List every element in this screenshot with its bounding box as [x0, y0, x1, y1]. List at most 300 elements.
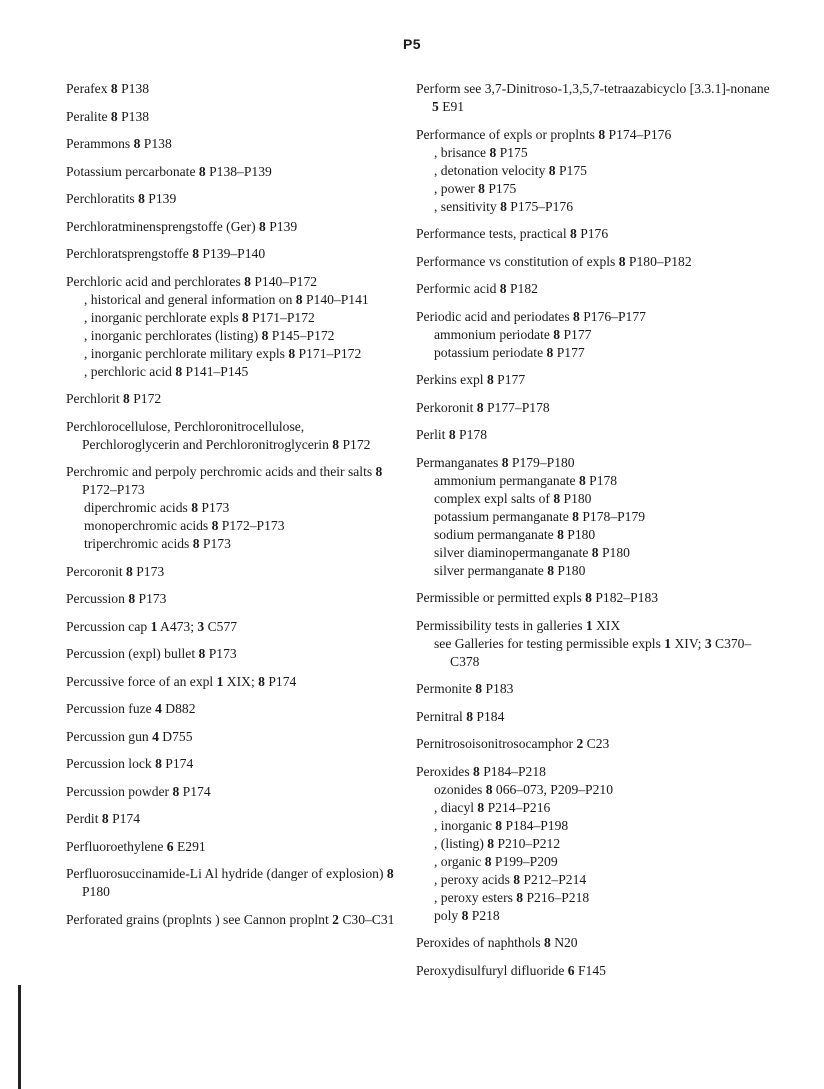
index-subentry [66, 535, 396, 553]
volume-number: 8 [578, 472, 586, 488]
index-heading [416, 80, 776, 116]
index-heading [66, 645, 396, 663]
volume-number: 8 [473, 763, 480, 779]
volume-number: 8 [192, 536, 200, 551]
index-heading [66, 108, 396, 126]
index-heading [66, 838, 396, 856]
entry-text: P138 [140, 136, 172, 151]
index-entry [66, 135, 396, 153]
index-heading [66, 218, 396, 236]
entry-text: C370–C378 [450, 635, 752, 669]
volume-number: 8 [547, 562, 555, 578]
index-subentry [416, 180, 776, 198]
volume-number: 8 [448, 427, 456, 442]
index-entry [66, 645, 396, 663]
index-heading [416, 680, 776, 698]
entry-text: A473; [157, 618, 198, 634]
entry-text: Percoronit [66, 563, 127, 579]
entry-text: Performance tests, practical [416, 226, 570, 241]
entry-text: XIV; [671, 635, 705, 651]
volume-number: 8 [211, 518, 219, 533]
entry-text: P176 [576, 226, 609, 241]
entry-text: Peroxides [416, 763, 474, 779]
entry-text: , inorganic perchlorate military expls [84, 345, 289, 361]
entry-text: Perfluoroethylene [66, 838, 167, 854]
index-heading [66, 135, 396, 153]
index-heading [416, 399, 776, 417]
entry-text: P179–P180 [508, 454, 575, 470]
entry-text: P182 [506, 281, 538, 296]
index-entry [66, 163, 396, 181]
entry-text: P173 [132, 563, 165, 579]
volume-number: 8 [475, 681, 483, 696]
entry-text: P214–P216 [484, 799, 551, 815]
entry-text: Performic acid [416, 281, 500, 296]
index-heading [416, 708, 776, 726]
index-heading [416, 253, 776, 271]
index-column-right [416, 80, 776, 989]
volume-number: 8 [175, 363, 183, 379]
index-subentry [416, 907, 776, 925]
entry-text: Percussion fuze [66, 701, 156, 716]
volume-number: 8 [486, 372, 494, 387]
entry-text: Perafex [66, 81, 111, 96]
index-subentry [416, 544, 776, 562]
volume-number: 8 [513, 871, 521, 887]
entry-text: triperchromic acids [84, 536, 193, 551]
volume-number: 3 [197, 618, 205, 634]
index-heading [416, 225, 776, 243]
volume-number: 8 [375, 464, 383, 479]
index-entry [66, 80, 396, 98]
index-entry [66, 810, 396, 828]
index-subentry [416, 635, 776, 671]
volume-number: 8 [259, 218, 266, 234]
entry-text: P140–P172 [250, 273, 318, 289]
entry-text: P171–P172 [295, 345, 362, 361]
entry-text: F145 [574, 962, 606, 978]
index-subentry [416, 326, 776, 344]
volume-number: 8 [258, 673, 265, 689]
index-subentry [66, 309, 396, 327]
volume-number: 6 [166, 838, 174, 854]
volume-number: 8 [485, 781, 493, 797]
index-subentry [66, 291, 396, 309]
entry-text: Pernitral [416, 708, 467, 724]
entry-text: P177 [493, 372, 526, 387]
index-heading [416, 126, 776, 144]
index-heading [416, 589, 776, 607]
index-heading [66, 245, 396, 263]
entry-text: , organic [434, 853, 485, 869]
entry-text: P138 [117, 81, 150, 96]
entry-text: complex expl salts of [434, 490, 554, 506]
entry-text: N20 [550, 935, 578, 950]
entry-text: Perform see 3,7-Dinitroso-1,3,5,7-tetraazabicyclo [3.3.1]-nonane [416, 81, 770, 96]
entry-text: P212–P214 [520, 871, 587, 887]
index-entry [66, 755, 396, 773]
volume-number: 8 [241, 309, 249, 325]
index-subentry [416, 799, 776, 817]
entry-text: P178 [585, 472, 618, 488]
entry-text: P172 [129, 391, 162, 406]
entry-text: P139–P140 [199, 246, 266, 261]
entry-text: Permissible or permitted expls [416, 590, 586, 605]
entry-text: P177 [553, 344, 585, 360]
entry-text: P173 [205, 646, 237, 661]
entry-text: Perkins expl [416, 372, 487, 387]
entry-text: P183 [482, 681, 514, 696]
entry-text: P180 [554, 562, 586, 578]
volume-number: 8 [110, 81, 118, 96]
index-heading [66, 865, 396, 901]
entry-text: C577 [204, 618, 238, 634]
entry-text: Perammons [66, 136, 134, 151]
index-entry [66, 390, 396, 408]
entry-text: P184 [473, 708, 505, 724]
entry-text: P140–P141 [302, 291, 369, 307]
volume-number: 8 [295, 291, 303, 307]
index-heading [66, 618, 396, 636]
volume-number: 1 [585, 617, 593, 633]
entry-text: P180 [560, 490, 592, 506]
volume-number: 1 [216, 673, 224, 689]
index-entry [66, 673, 396, 691]
index-entry [66, 218, 396, 236]
entry-text: silver permanganate [434, 562, 548, 578]
volume-number: 8 [585, 590, 592, 605]
volume-number: 3 [704, 635, 712, 651]
entry-text: P182–P183 [591, 590, 659, 605]
entry-text: P216–P218 [523, 889, 590, 905]
index-entry [66, 728, 396, 746]
page-header: P5 [402, 36, 422, 52]
entry-text: P184–P218 [479, 763, 546, 779]
index-heading [66, 390, 396, 408]
volume-number: 8 [155, 756, 162, 771]
volume-number: 8 [101, 811, 109, 826]
index-entry [416, 399, 776, 417]
volume-number: 2 [332, 911, 339, 927]
entry-text: P175 [496, 144, 528, 160]
index-entry [66, 838, 396, 856]
entry-text: P210–P212 [494, 835, 561, 851]
entry-text: P218 [468, 907, 500, 923]
entry-text: P172–P173 [82, 482, 145, 497]
index-heading [416, 454, 776, 472]
entry-text: P173 [135, 591, 167, 606]
index-subentry [66, 327, 396, 345]
entry-text: , detonation velocity [434, 162, 549, 178]
entry-text: ammonium permanganate [434, 472, 579, 488]
entry-text: diperchromic acids [84, 500, 192, 515]
entry-text: P138–P139 [205, 163, 272, 179]
index-subentry [416, 817, 776, 835]
index-heading [66, 783, 396, 801]
index-entry [66, 273, 396, 381]
index-heading [66, 190, 396, 208]
index-entry [416, 962, 776, 980]
entry-text: Peralite [66, 108, 111, 124]
index-heading [66, 755, 396, 773]
volume-number: 8 [516, 889, 524, 905]
index-heading [66, 673, 396, 691]
entry-text: P199–P209 [491, 853, 558, 869]
entry-text: , brisance [434, 144, 490, 160]
entry-text: Perkoronit [416, 399, 477, 415]
entry-text: Perlit [416, 427, 449, 442]
entry-text: Periodic acid and periodates [416, 308, 574, 324]
entry-text: , perchloric acid [84, 363, 176, 379]
index-subentry [66, 499, 396, 517]
entry-text: P174 [179, 783, 211, 799]
entry-text: potassium permanganate [434, 508, 573, 524]
volume-number: 8 [133, 136, 141, 151]
index-entry [66, 590, 396, 608]
volume-number: 8 [591, 544, 599, 560]
entry-text: P141–P145 [182, 363, 249, 379]
volume-number: 8 [501, 454, 509, 470]
entry-text: P180 [82, 884, 110, 899]
volume-number: 8 [172, 783, 180, 799]
entry-text: P175 [555, 162, 587, 178]
volume-number: 8 [598, 126, 606, 142]
entry-text: P178 [455, 427, 488, 442]
entry-text: , inorganic perchlorates (listing) [84, 327, 262, 343]
scan-edge-rule [18, 985, 21, 1089]
entry-text: P176–P177 [579, 308, 646, 324]
index-entry [416, 280, 776, 298]
volume-number: 8 [386, 866, 394, 881]
index-heading [416, 617, 776, 635]
index-entry [66, 418, 396, 454]
volume-number: 8 [544, 935, 551, 950]
index-subentry [416, 853, 776, 871]
index-entry [66, 865, 396, 901]
index-subentry [416, 162, 776, 180]
entry-text: P180 [563, 526, 596, 542]
volume-number: 2 [576, 736, 584, 751]
entry-text: P173 [199, 536, 231, 551]
volume-number: 8 [489, 144, 497, 160]
volume-number: 8 [546, 344, 554, 360]
volume-number: 8 [192, 246, 200, 261]
index-entry [416, 708, 776, 726]
index-subentry [416, 490, 776, 508]
index-heading [66, 273, 396, 291]
entry-text: , peroxy esters [434, 889, 517, 905]
entry-text: P184–P198 [502, 817, 569, 833]
index-heading [416, 962, 776, 980]
entry-text: , power [434, 180, 479, 196]
entry-text: P171–P172 [248, 309, 315, 325]
index-heading [416, 371, 776, 389]
index-entry [416, 371, 776, 389]
volume-number: 8 [123, 391, 130, 406]
entry-text: P174 [108, 811, 141, 826]
volume-number: 8 [500, 198, 507, 214]
entry-text: Percussion cap [66, 618, 151, 634]
index-subentry [416, 508, 776, 526]
entry-text: P175–P176 [506, 198, 573, 214]
volume-number: 5 [432, 99, 439, 114]
entry-text: , inorganic [434, 817, 496, 833]
index-heading [66, 728, 396, 746]
entry-text: P174–P176 [605, 126, 672, 142]
entry-text: Permonite [416, 681, 476, 696]
entry-text: Perchloric acid and perchlorates [66, 273, 245, 289]
entry-text: Performance vs constitution of expls [416, 253, 619, 269]
entry-text: Perchloratsprengstoffe [66, 246, 193, 261]
index-heading [416, 308, 776, 326]
index-entry [66, 618, 396, 636]
entry-text: C30–C31 [338, 911, 395, 927]
index-entry [416, 735, 776, 753]
volume-number: 8 [477, 799, 485, 815]
entry-text: P177–P178 [483, 399, 550, 415]
entry-text: Pernitrosoisonitrosocamphor [416, 736, 577, 751]
index-column-left [66, 80, 396, 938]
entry-text: P172 [339, 436, 371, 452]
entry-text: Percussion lock [66, 756, 156, 771]
entry-text: P138 [117, 108, 150, 124]
entry-text: , historical and general information on [84, 291, 296, 307]
index-heading [416, 426, 776, 444]
volume-number: 1 [150, 618, 158, 634]
entry-text: Peroxydisulfuryl difluoride [416, 962, 568, 978]
entry-text: D882 [161, 701, 196, 716]
entry-text: , inorganic perchlorate expls [84, 309, 242, 325]
volume-number: 4 [155, 701, 162, 716]
entry-text: ozonides [434, 781, 486, 797]
index-heading [416, 934, 776, 952]
index-entry [416, 253, 776, 271]
entry-text: silver diaminopermanganate [434, 544, 592, 560]
entry-text: Permanganates [416, 454, 502, 470]
volume-number: 8 [557, 526, 564, 542]
entry-text: ammonium periodate [434, 326, 554, 342]
index-heading [66, 80, 396, 98]
index-entry [416, 225, 776, 243]
index-heading [66, 463, 396, 499]
index-entry [66, 563, 396, 581]
volume-number: 8 [476, 399, 484, 415]
index-subentry [416, 526, 776, 544]
entry-text: P180 [598, 544, 630, 560]
entry-text: Percussion gun [66, 728, 153, 744]
index-heading [66, 911, 396, 929]
index-heading [416, 735, 776, 753]
entry-text: see Galleries for testing permissible expls [434, 635, 665, 651]
volume-number: 8 [138, 191, 145, 206]
index-heading [66, 810, 396, 828]
volume-number: 8 [191, 500, 198, 515]
entry-text: poly [434, 907, 462, 923]
index-subentry [416, 835, 776, 853]
entry-text: P172–P173 [218, 518, 285, 533]
index-entry [416, 126, 776, 216]
volume-number: 8 [126, 563, 133, 579]
index-subentry [66, 517, 396, 535]
entry-text: Peroxides of naphthols [416, 935, 544, 950]
volume-number: 8 [573, 308, 580, 324]
entry-text: Perchlorit [66, 391, 124, 406]
index-subentry [66, 345, 396, 363]
index-heading [66, 590, 396, 608]
index-entry [416, 589, 776, 607]
entry-text: potassium periodate [434, 344, 547, 360]
index-heading [66, 163, 396, 181]
entry-text: Perchloratits [66, 191, 139, 206]
entry-text: XIX; [223, 673, 259, 689]
volume-number: 8 [548, 162, 556, 178]
entry-text: , diacyl [434, 799, 478, 815]
index-heading [416, 280, 776, 298]
volume-number: 8 [478, 180, 485, 196]
entry-text: Perfluorosuccinamide-Li Al hydride (danger of explosion) [66, 866, 387, 881]
index-subentry [66, 363, 396, 381]
volume-number: 8 [198, 646, 206, 661]
entry-text: P180–P182 [625, 253, 692, 269]
index-subentry [416, 781, 776, 799]
volume-number: 8 [487, 835, 495, 851]
entry-text: Permissibility tests in galleries [416, 617, 586, 633]
entry-text: E291 [173, 838, 206, 854]
volume-number: 4 [152, 728, 159, 744]
entry-text: P173 [198, 500, 230, 515]
volume-number: 8 [110, 108, 118, 124]
index-entry [66, 911, 396, 929]
index-heading [66, 563, 396, 581]
entry-text: P139 [144, 191, 177, 206]
entry-text: Percussion powder [66, 783, 173, 799]
index-heading [66, 700, 396, 718]
volume-number: 8 [570, 226, 577, 241]
index-entry [66, 783, 396, 801]
entry-text: P145–P172 [268, 327, 335, 343]
entry-text: sodium permanganate [434, 526, 558, 542]
index-entry [416, 763, 776, 925]
entry-text: Perforated grains (proplnts ) see Cannon proplnt [66, 911, 333, 927]
index-subentry [416, 144, 776, 162]
volume-number: 8 [553, 490, 561, 506]
index-entry [416, 680, 776, 698]
entry-text: Perchlorocellulose, Perchloronitrocellulose, Perchloroglycerin and Perchloronitroglycerin [66, 418, 333, 452]
entry-text: Percussion [66, 591, 129, 606]
index-subentry [416, 871, 776, 889]
index-heading [416, 763, 776, 781]
entry-text: Performance of expls or proplnts [416, 126, 599, 142]
volume-number: 8 [553, 326, 561, 342]
volume-number: 8 [288, 345, 296, 361]
volume-number: 8 [261, 327, 269, 343]
index-entry [416, 934, 776, 952]
index-entry [66, 245, 396, 263]
entry-text: D755 [158, 728, 193, 744]
entry-text: Percussion (expl) bullet [66, 646, 199, 661]
volume-number: 8 [495, 817, 503, 833]
volume-number: 6 [567, 962, 575, 978]
entry-text: P174 [161, 756, 194, 771]
volume-number: 8 [244, 273, 251, 289]
volume-number: 8 [128, 591, 136, 606]
index-subentry [416, 198, 776, 216]
entry-text: C23 [583, 736, 610, 751]
index-subentry [416, 472, 776, 490]
entry-text: Potassium percarbonate [66, 163, 199, 179]
volume-number: 8 [484, 853, 492, 869]
entry-text: P177 [560, 326, 592, 342]
